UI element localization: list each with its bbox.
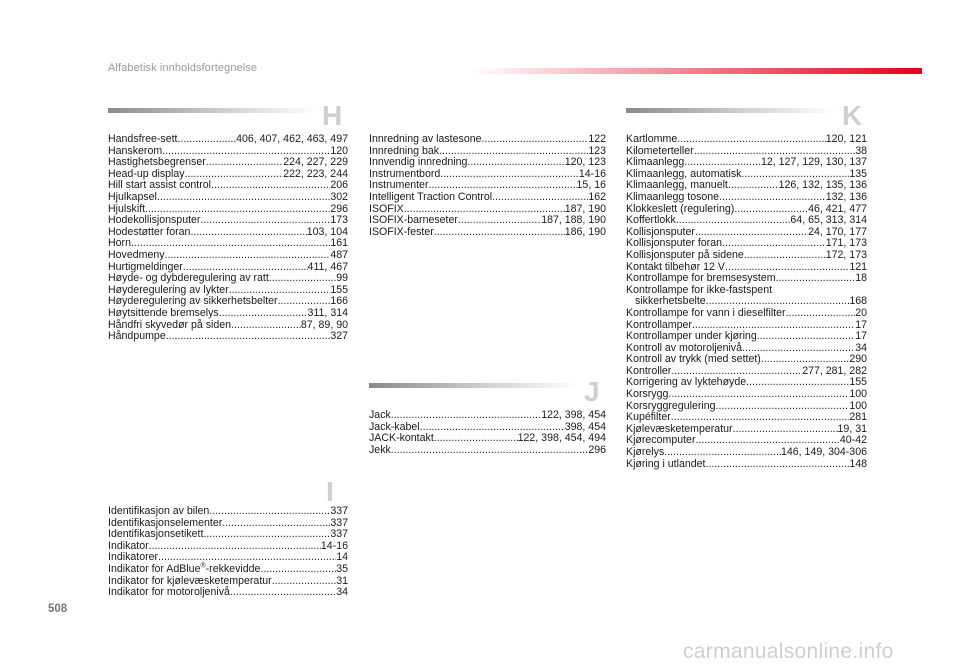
index-entry-pages: 123 xyxy=(588,144,606,157)
index-entry-pages: 14-16 xyxy=(320,539,348,552)
index-entry-pages: 296 xyxy=(330,202,348,215)
index-entry-pages: 122 xyxy=(588,133,606,145)
section-i-letter: I xyxy=(326,476,334,507)
index-entry-pages: 87, 89, 90 xyxy=(300,318,348,331)
index-entry xyxy=(626,215,867,227)
index-entry-pages: 487 xyxy=(330,248,348,261)
index-entry-label: Kontrollamper under kjøring xyxy=(626,330,757,343)
index-entry-pages: 120, 123 xyxy=(564,156,606,169)
index-entry-pages: 35 xyxy=(336,562,348,575)
index-entry-label: Håndfri skyvedør på siden xyxy=(108,318,232,331)
index-entry-label: ISOFIX xyxy=(369,202,404,215)
index-entry-pages: 17 xyxy=(855,318,867,331)
index-entry-label: Høyderegulering av sikkerhetsbelter xyxy=(108,295,278,308)
index-entry-label: Kontrollampe for vann i dieselfilter xyxy=(626,306,786,319)
index-entry-label: Hjulskift xyxy=(108,202,146,215)
index-entry-pages: 173 xyxy=(330,214,348,227)
section-j-entries xyxy=(369,410,606,456)
index-entry-pages: 146, 149, 304-306 xyxy=(780,446,867,459)
dot-leader xyxy=(716,401,850,413)
index-entry-pages: 99 xyxy=(336,272,348,285)
index-entry xyxy=(626,250,867,262)
dot-leader xyxy=(733,424,838,436)
index-entry-pages: 20 xyxy=(855,306,867,319)
index-entry-pages: 120 xyxy=(330,144,348,157)
index-entry-label: Kilometerteller xyxy=(626,144,694,157)
index-entry-pages: 296 xyxy=(588,443,606,456)
dot-leader xyxy=(222,518,330,530)
index-entry-pages: 38 xyxy=(855,144,867,157)
index-entry-pages: 206 xyxy=(330,179,348,192)
index-entry-label: Identifikasjon av bilen xyxy=(108,505,210,517)
index-entry xyxy=(108,134,348,146)
dot-leader xyxy=(272,576,337,588)
watermark: carmanualsonline.info xyxy=(683,640,894,663)
index-entry-pages: 121 xyxy=(849,260,867,273)
dot-leader xyxy=(230,587,336,599)
index-entry-label: Indikator for motoroljenivå xyxy=(108,586,230,599)
index-entry-pages: 40-42 xyxy=(839,434,867,447)
index-entry-pages: 34 xyxy=(336,586,348,599)
section-h-letter: H xyxy=(322,100,343,131)
dot-leader xyxy=(776,273,856,285)
index-entry xyxy=(626,308,867,320)
index-entry-pages: 161 xyxy=(330,237,348,250)
dot-leader xyxy=(391,410,541,422)
index-entry-pages: 398, 454 xyxy=(564,420,606,433)
index-entry-pages: 122, 398, 454 xyxy=(541,409,606,421)
index-entry-label: Kontakt tilbehør 12 V xyxy=(626,260,725,273)
section-j-letter: J xyxy=(584,376,600,407)
index-entry-pages: 411, 467 xyxy=(307,260,348,273)
index-entry-label: Hjulkapsel xyxy=(108,190,157,203)
index-entry-label xyxy=(108,564,260,576)
index-entry-label: Hodekollisjonsputer xyxy=(108,214,201,227)
dot-leader xyxy=(211,180,330,192)
index-entry-label: ISOFIX-barneseter xyxy=(369,214,458,227)
dot-leader xyxy=(231,320,301,332)
index-entry-label: Kjøring i utlandet xyxy=(626,457,706,470)
index-entry xyxy=(369,410,606,422)
dot-leader xyxy=(209,506,330,518)
dot-leader xyxy=(434,227,565,239)
index-entry-label: Håndpumpe xyxy=(108,330,166,343)
dot-leader xyxy=(177,134,236,146)
index-entry-pages: 12, 127, 129, 130, 137 xyxy=(760,156,867,169)
dot-leader xyxy=(190,227,306,239)
index-entry xyxy=(626,389,867,401)
index-entry-pages: 132, 136 xyxy=(825,190,867,203)
dot-leader xyxy=(482,134,589,146)
index-entry-label: Kontrollamper xyxy=(626,318,692,331)
index-entry xyxy=(626,331,867,343)
index-entry-pages: 327 xyxy=(330,330,348,343)
index-entry-label: Identifikasjonsetikett xyxy=(108,528,204,541)
index-entry xyxy=(108,227,348,239)
index-entry-pages: 155 xyxy=(849,376,867,389)
index-entry xyxy=(626,285,867,308)
dot-leader xyxy=(786,308,856,320)
dot-leader xyxy=(706,459,850,471)
index-entry-label: Innvendig innredning xyxy=(369,156,468,169)
index-entry-label: Innredning av lastesone xyxy=(369,133,482,145)
section-j-bar xyxy=(369,383,579,388)
dot-leader xyxy=(458,215,541,227)
index-entry-pages: 187, 190 xyxy=(564,202,606,215)
index-entry xyxy=(626,273,867,285)
dot-leader xyxy=(166,331,331,343)
index-entry-pages: 302 xyxy=(330,190,348,203)
index-entry-label: Jekk xyxy=(369,443,391,456)
index-entry xyxy=(626,192,867,204)
index-entry xyxy=(369,134,606,146)
index-entry-label: ISOFIX-fester xyxy=(369,225,434,238)
index-entry xyxy=(369,445,606,457)
index-entry-label: Kjørelys xyxy=(626,446,665,459)
index-entry xyxy=(108,331,348,343)
index-entry-pages: 290 xyxy=(849,353,867,366)
index-entry-pages: 406, 407, 462, 463, 497 xyxy=(236,133,348,145)
index-entry-label: Kontroll av trykk (med settet) xyxy=(626,353,761,366)
index-entry xyxy=(626,447,867,459)
index-entry-pages: 17 xyxy=(855,330,867,343)
dot-leader xyxy=(149,541,321,553)
registered-mark: ® xyxy=(200,562,206,570)
index-entry-label: Klimaanlegg xyxy=(626,156,685,169)
index-entry-pages: 311, 314 xyxy=(307,306,348,319)
index-entry-pages: 277, 281, 282 xyxy=(802,364,867,377)
index-entry-pages: 186, 190 xyxy=(564,225,606,238)
index-entry-pages: 100 xyxy=(849,399,867,412)
dot-leader xyxy=(260,564,336,576)
section-k-bar xyxy=(626,108,836,113)
index-entry-label: Hurtigmeldinger xyxy=(108,260,183,273)
dot-leader xyxy=(440,169,579,181)
index-entry-label: Handsfree-sett xyxy=(108,133,178,145)
index-entry-pages: 171, 173 xyxy=(825,237,867,250)
dot-leader xyxy=(434,433,518,445)
index-entry-pages: 281 xyxy=(849,411,867,424)
index-entry-label: Instrumenter xyxy=(369,179,429,192)
index-entry-label: Jack xyxy=(369,409,391,421)
index-entry-label: Kontrollampe for bremsesystem xyxy=(626,272,776,285)
index-entry-pages: 18 xyxy=(855,272,867,285)
index-entry-label: Klokkeslett (regulering) xyxy=(626,202,735,215)
index-entry-label-part: -rekkevidde xyxy=(205,562,261,575)
index-entry-label: Kollisjonsputer xyxy=(626,225,695,238)
dot-leader xyxy=(719,192,826,204)
index-entry-label: Kjølevæsketemperatur xyxy=(626,422,733,435)
dot-leader xyxy=(206,157,283,169)
index-entry-label: Indikator for kjølevæsketemperatur xyxy=(108,574,272,587)
index-entry-pages: 155 xyxy=(330,283,348,296)
dot-leader xyxy=(744,250,826,262)
dot-leader xyxy=(391,445,589,457)
index-entry-pages: 224, 227, 229 xyxy=(283,156,348,169)
index-entry-pages: 148 xyxy=(849,457,867,470)
index-entry-label: Indikator xyxy=(108,539,149,552)
dot-leader xyxy=(746,377,849,389)
section-k-letter: K xyxy=(842,100,863,131)
dot-leader xyxy=(157,192,330,204)
index-entry-label: Identifikasjonselementer xyxy=(108,516,223,529)
index-entry-label: Klimaanlegg, automatisk xyxy=(626,167,742,180)
index-entry xyxy=(108,192,348,204)
index-entry-pages: 14 xyxy=(336,551,348,564)
index-entry-label: Horn xyxy=(108,237,131,250)
index-entry-pages: 19, 31 xyxy=(837,422,867,435)
index-entry-label: Hanskerom xyxy=(108,144,163,157)
index-entry-pages: 126, 132, 135, 136 xyxy=(778,179,867,192)
index-entry-pages: 103, 104 xyxy=(306,225,348,238)
index-entry xyxy=(108,308,348,320)
dot-leader xyxy=(757,331,855,343)
dot-leader xyxy=(269,273,336,285)
index-entry xyxy=(108,506,348,518)
index-entry-pages: 135 xyxy=(849,167,867,180)
index-entry-pages: 24, 170, 177 xyxy=(808,225,867,238)
index-entry-label: Kjørecomputer xyxy=(626,434,696,447)
index-entry-label: Kontroller xyxy=(626,364,672,377)
index-entry-pages: 100 xyxy=(849,388,867,401)
dot-leader xyxy=(492,192,588,204)
index-entry-label: Klimaanlegg, manuelt xyxy=(626,179,728,192)
section-i-continued-entries xyxy=(369,134,606,238)
page-header-title: Alfabetisk innholdsfortegnelse xyxy=(108,62,258,74)
index-entry-label: Jack-kabel xyxy=(369,420,420,433)
index-entry xyxy=(369,433,606,445)
index-entry-label-part: Indikator for AdBlue xyxy=(108,562,201,575)
index-entry-label: Korsryggregulering xyxy=(626,399,716,412)
index-entry-label: Høytsittende bremselys xyxy=(108,306,219,319)
dot-leader xyxy=(165,250,331,262)
index-entry-pages: 122, 398, 454, 494 xyxy=(517,432,606,445)
index-entry xyxy=(626,134,867,146)
index-entry-pages: 337 xyxy=(330,505,348,517)
page-number: 508 xyxy=(48,603,68,615)
index-entry-pages: 14-16 xyxy=(578,167,606,180)
section-h-entries xyxy=(108,134,348,343)
index-entry-pages: 187, 188, 190 xyxy=(541,214,606,227)
index-entry xyxy=(369,227,606,239)
header-accent-bar xyxy=(470,68,922,74)
dot-leader xyxy=(467,157,564,169)
index-entry-label: Intelligent Traction Control xyxy=(369,190,493,203)
index-entry-pages: 168 xyxy=(849,295,867,308)
section-i-entries xyxy=(108,506,348,599)
index-entry-label: Kartlomme xyxy=(626,133,678,145)
index-entry xyxy=(108,564,348,576)
index-entry-pages: 31 xyxy=(336,574,348,587)
index-entry-pages: 64, 65, 313, 314 xyxy=(790,214,867,227)
index-entry-label: Hill start assist control xyxy=(108,179,212,192)
index-entry-label: Kollisjonsputer foran xyxy=(626,237,722,250)
index-entry-label: Indikatorer xyxy=(108,551,159,564)
index-entry-label: Hovedmeny xyxy=(108,248,165,261)
index-entry-label: JACK-kontakt xyxy=(369,432,434,445)
index-entry-pages: 337 xyxy=(330,516,348,529)
dot-leader xyxy=(677,134,826,146)
index-entry-label: Høyde- og dybderegulering av ratt xyxy=(108,272,269,285)
index-entry xyxy=(108,587,348,599)
index-entry-label: Innredning bak xyxy=(369,144,440,157)
index-entry-pages: 120, 121 xyxy=(825,133,867,145)
section-k-entries xyxy=(626,134,867,470)
index-entry-label: Hodestøtter foran xyxy=(108,225,191,238)
index-entry xyxy=(369,215,606,227)
index-entry-pages: 46, 421, 477 xyxy=(808,202,867,215)
index-entry-pages: 337 xyxy=(330,528,348,541)
dot-leader xyxy=(676,215,791,227)
index-entry-pages: 172, 173 xyxy=(825,248,867,261)
index-entry-label: Kollisjonsputer på sidene xyxy=(626,248,744,261)
index-entry-pages: 222, 223, 244 xyxy=(283,167,348,180)
index-entry-label: Kontrollampe for ikke-fastspent xyxy=(626,283,773,296)
index-entry-label: Korrigering av lyktehøyde xyxy=(626,376,747,389)
index-entry-pages: 162 xyxy=(588,190,606,203)
dot-leader xyxy=(664,447,781,459)
index-entry xyxy=(626,459,867,471)
index-entry-label: sikkerhetsbelte xyxy=(635,295,706,308)
index-entry-label: Head-up display xyxy=(108,167,185,180)
index-entry-label: Kupéfilter xyxy=(626,411,671,424)
dot-leader xyxy=(728,180,779,192)
index-entry-label: Koffertlokk xyxy=(626,214,676,227)
section-h-bar xyxy=(108,108,318,113)
dot-leader xyxy=(200,215,330,227)
index-entry xyxy=(108,250,348,262)
index-entry-label: Høyderegulering av lykter xyxy=(108,283,229,296)
index-entry-pages: 15, 16 xyxy=(576,179,606,192)
index-entry-label: Instrumentbord xyxy=(369,167,441,180)
index-entry-label: Kontroll av motoroljenivå xyxy=(626,341,742,354)
index-entry-label: Korsrygg xyxy=(626,388,669,401)
index-entry-label: Klimaanlegg tosone xyxy=(626,190,720,203)
index-entry xyxy=(108,215,348,227)
index-entry-pages: 34 xyxy=(855,341,867,354)
index-entry xyxy=(369,192,606,204)
index-entry-label: Hastighetsbegrenser xyxy=(108,156,206,169)
index-entry-pages: 166 xyxy=(330,295,348,308)
dot-leader xyxy=(668,389,849,401)
dot-leader xyxy=(203,529,330,541)
index-entry xyxy=(108,273,348,285)
dot-leader xyxy=(219,308,308,320)
